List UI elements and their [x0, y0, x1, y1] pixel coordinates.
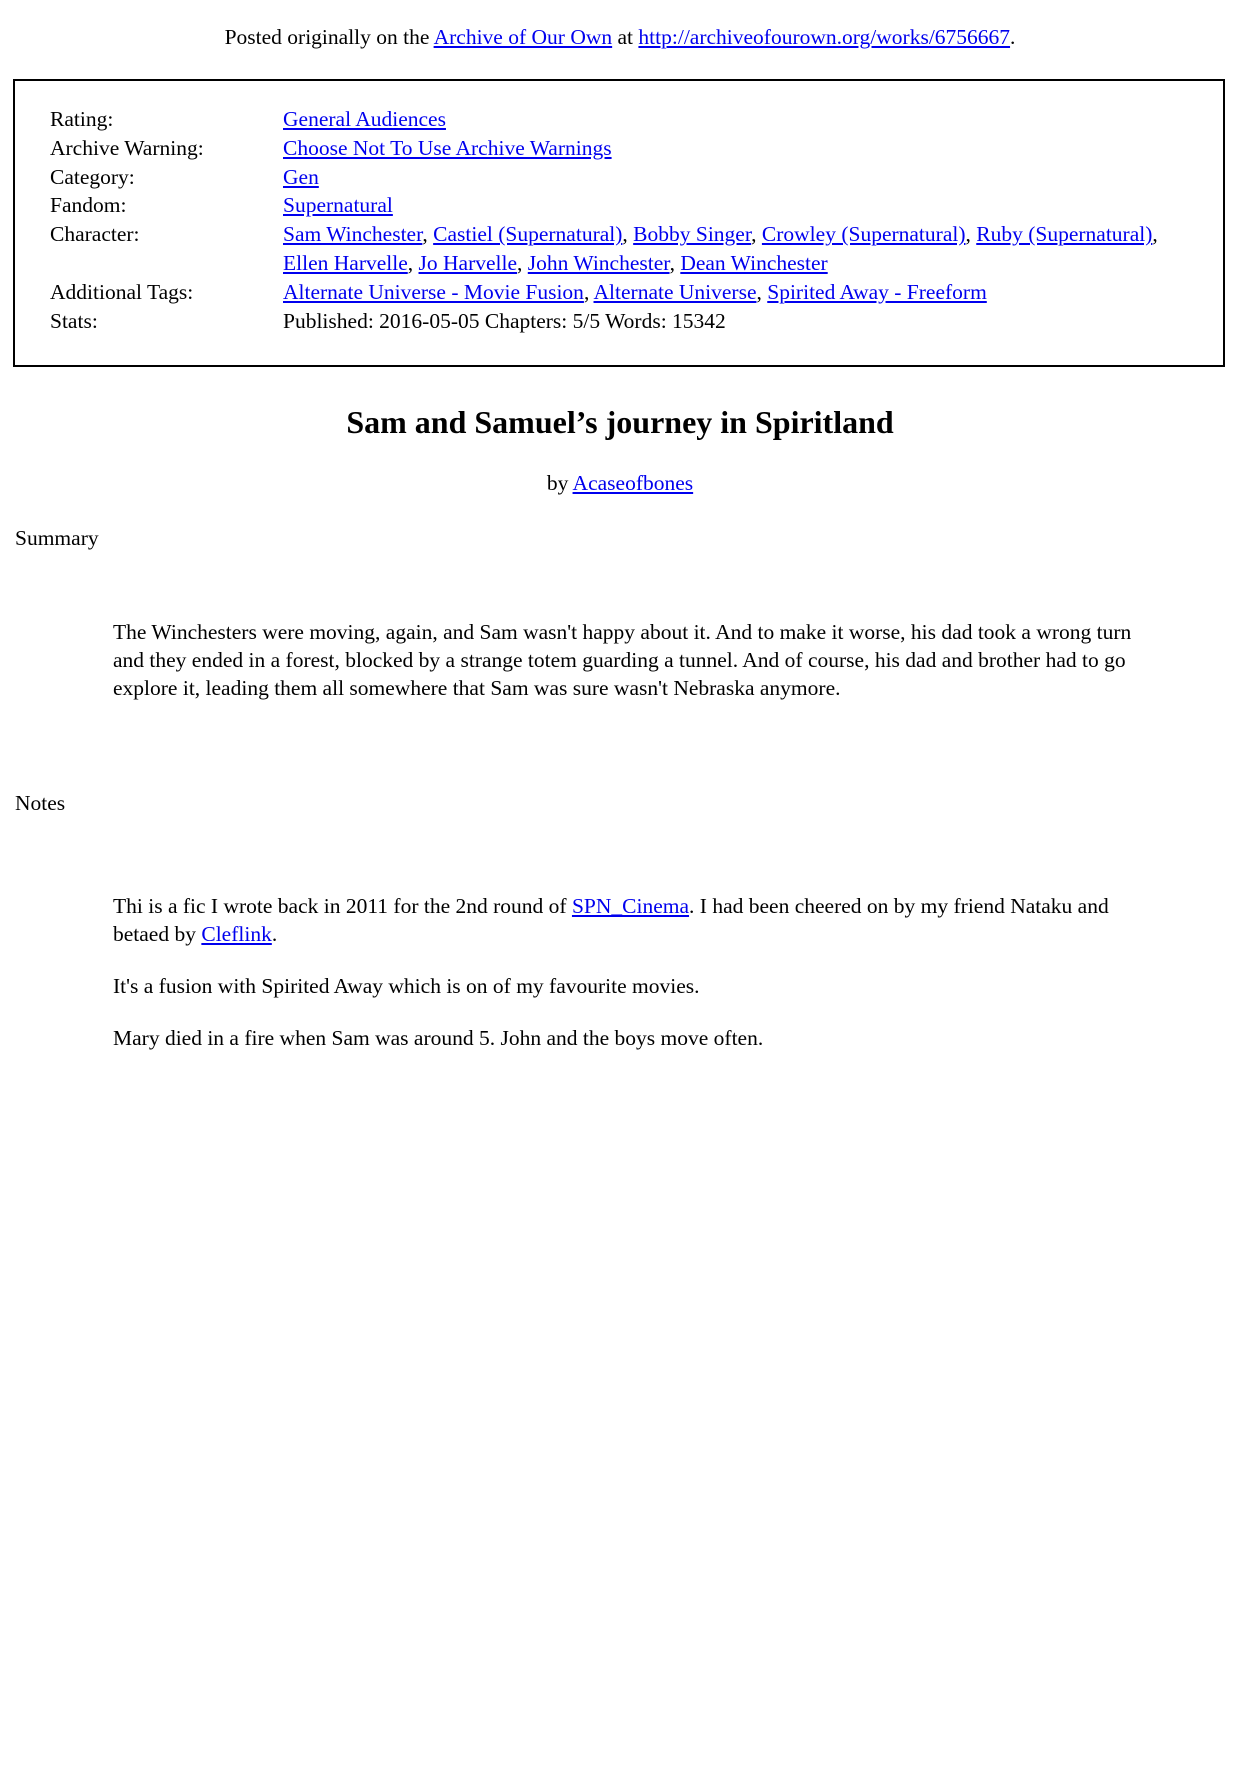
meta-label-archive-warning: Archive Warning:	[50, 135, 204, 160]
tag-link-jo-harvelle[interactable]: Jo Harvelle	[418, 250, 518, 275]
tag-link-ruby-supernatural[interactable]: Ruby (Supernatural)	[976, 222, 1153, 247]
posted-prefix: Posted originally on the	[224, 25, 434, 49]
metadata-grid	[50, 105, 1188, 335]
meta-value-character: Sam Winchester, Castiel (Supernatural), Bobby Singer, Crowley (Supernatural), Ruby (Supernatural), Ellen Harvelle, Jo Harvelle, John Winchester, Dean Winchester	[283, 222, 1158, 275]
paragraph: The Winchesters were moving, again, and Sam wasn't happy about it. And to make it worse, his dad took a wrong turn and they ended in a forest, blocked by a strange totem guarding a tunnel. And of course, his dad and brother had to go explore it, leading them all somewhere that Sam was sure wasn't Nebraska anymore.	[113, 620, 1132, 701]
cleflink-link[interactable]: Cleflink	[201, 922, 272, 947]
posted-line	[15, 23, 1225, 51]
archive-of-our-own-link[interactable]: Archive of Our Own	[433, 25, 613, 49]
work-url-link[interactable]: http://archiveofourown.org/works/6756667	[638, 25, 1011, 49]
tag-link-spirited-away-freeform[interactable]: Spirited Away - Freeform	[767, 279, 987, 304]
meta-value-additional-tags: Alternate Universe - Movie Fusion, Alternate Universe, Spirited Away - Freeform	[283, 279, 987, 304]
summary-heading: Summary	[15, 526, 99, 551]
tag-link-crowley-supernatural[interactable]: Crowley (Supernatural)	[761, 222, 966, 247]
tag-link-ellen-harvelle[interactable]: Ellen Harvelle	[283, 250, 408, 275]
meta-value-fandom	[283, 191, 1188, 220]
meta-label-rating: Rating:	[50, 107, 114, 131]
tag-link-dean-winchester[interactable]: Dean Winchester	[680, 250, 828, 275]
tag-link-general-audiences[interactable]: General Audiences	[283, 107, 446, 131]
posted-mid: at	[612, 25, 639, 49]
spn-cinema-link[interactable]: SPN_Cinema	[571, 894, 690, 919]
meta-label-category: Category:	[50, 164, 135, 189]
meta-value-stats: Published: 2016-05-05 Chapters: 5/5 Words: 15342	[283, 308, 726, 333]
paragraph: Mary died in a fire when Sam was around 5. John and the boys move often.	[113, 1026, 764, 1051]
byline-prefix: by	[546, 471, 573, 496]
meta-label-character: Character:	[50, 222, 140, 247]
meta-label-fandom: Fandom:	[50, 193, 127, 218]
work-title: Sam and Samuel’s journey in Spiritland	[346, 404, 894, 441]
paragraph: It's a fusion with Spirited Away which is on of my favourite movies.	[113, 974, 700, 999]
notes-blockquote	[113, 892, 1135, 1052]
tag-link-supernatural[interactable]: Supernatural	[283, 193, 393, 218]
tag-link-alternate-universe[interactable]: Alternate Universe	[593, 279, 757, 304]
notes-heading: Notes	[15, 791, 66, 816]
meta-value-archive-warning	[283, 134, 1188, 163]
meta-label-additional-tags: Additional Tags:	[50, 279, 194, 304]
byline	[15, 469, 1225, 497]
summary-blockquote	[113, 618, 1135, 702]
tag-link-alternate-universe-movie-fusion[interactable]: Alternate Universe - Movie Fusion	[283, 279, 584, 304]
metadata-box	[13, 79, 1225, 367]
meta-value-category	[283, 163, 1188, 192]
meta-label-stats: Stats:	[50, 308, 98, 333]
tag-link-bobby-singer[interactable]: Bobby Singer	[633, 222, 752, 247]
author-link[interactable]: Acaseofbones	[572, 471, 694, 496]
page	[0, 23, 1240, 1777]
posted-suffix: .	[1010, 25, 1016, 49]
tag-link-john-winchester[interactable]: John Winchester	[527, 250, 670, 275]
tag-link-castiel-supernatural[interactable]: Castiel (Supernatural)	[433, 222, 623, 247]
tag-link-choose-not-to-use-archive-warnings[interactable]: Choose Not To Use Archive Warnings	[283, 135, 612, 160]
tag-link-sam-winchester[interactable]: Sam Winchester	[283, 222, 423, 247]
tag-link-gen[interactable]: Gen	[283, 164, 319, 189]
paragraph: Thi is a fic I wrote back in 2011 for the 2nd round of SPN_Cinema. I had been cheered on by my friend Nataku and betaed by Cleflink.	[113, 894, 1109, 947]
meta-value-rating	[283, 105, 1188, 134]
